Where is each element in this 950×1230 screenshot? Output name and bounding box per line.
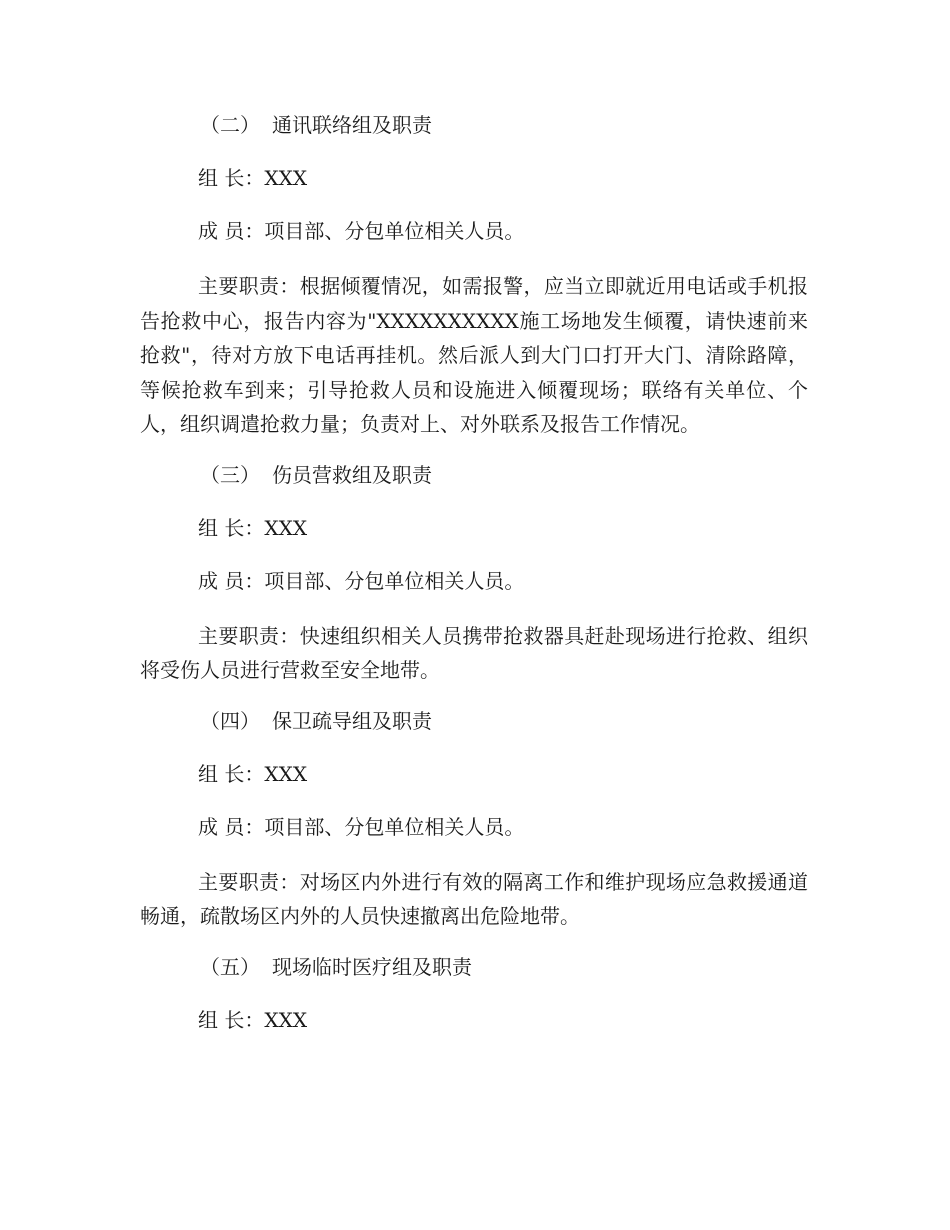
section-duties: 主要职责：对场区内外进行有效的隔离工作和维护现场应急救援通道畅通，疏散场区内外的人员快速撤离出危险地带。 — [140, 869, 808, 928]
section-heading-2 — [140, 110, 808, 140]
section-number: （二） — [200, 113, 260, 137]
section-number: （五） — [200, 954, 260, 979]
section-members: 成 员：项目部、分包单位相关人员。 — [198, 568, 525, 593]
section-leader: 组 长：XXX — [198, 166, 308, 190]
section-title: 伤员营救组及职责 — [272, 462, 432, 487]
section-members: 成 员：项目部、分包单位相关人员。 — [198, 219, 525, 243]
section-title: 现场临时医疗组及职责 — [272, 954, 472, 979]
section-title: 通讯联络组及职责 — [272, 113, 432, 137]
section-leader: 组 长：XXX — [198, 515, 308, 540]
document-body — [140, 110, 808, 1058]
section-members: 成 员：项目部、分包单位相关人员。 — [198, 814, 525, 839]
section-number: （四） — [200, 708, 260, 733]
section-heading-4 — [140, 706, 808, 736]
section-duties: 主要职责：根据倾覆情况，如需报警，应当立即就近用电话或手机报告抢救中心，报告内容为"XXXXXXXXXX施工场地发生倾覆，请快速前来抢救"，待对方放下电话再挂机。然后派人到大门口打开大门、清除路障，等候抢救车到来；引导抢救人员和设施进入倾覆现场；联络有关单位、个人，组织调遣抢救力量；负责对上、对外联系及报告工作情况。 — [140, 274, 808, 436]
section-leader: 组 长：XXX — [198, 761, 308, 786]
section-duties: 主要职责：快速组织相关人员携带抢救器具赶赴现场进行抢救、组织将受伤人员进行营救至安全地带。 — [140, 623, 808, 682]
section-heading-5 — [140, 952, 808, 982]
section-number: （三） — [200, 462, 260, 487]
section-heading-3 — [140, 460, 808, 490]
section-leader: 组 长：XXX — [198, 1007, 308, 1032]
section-title: 保卫疏导组及职责 — [272, 708, 432, 733]
